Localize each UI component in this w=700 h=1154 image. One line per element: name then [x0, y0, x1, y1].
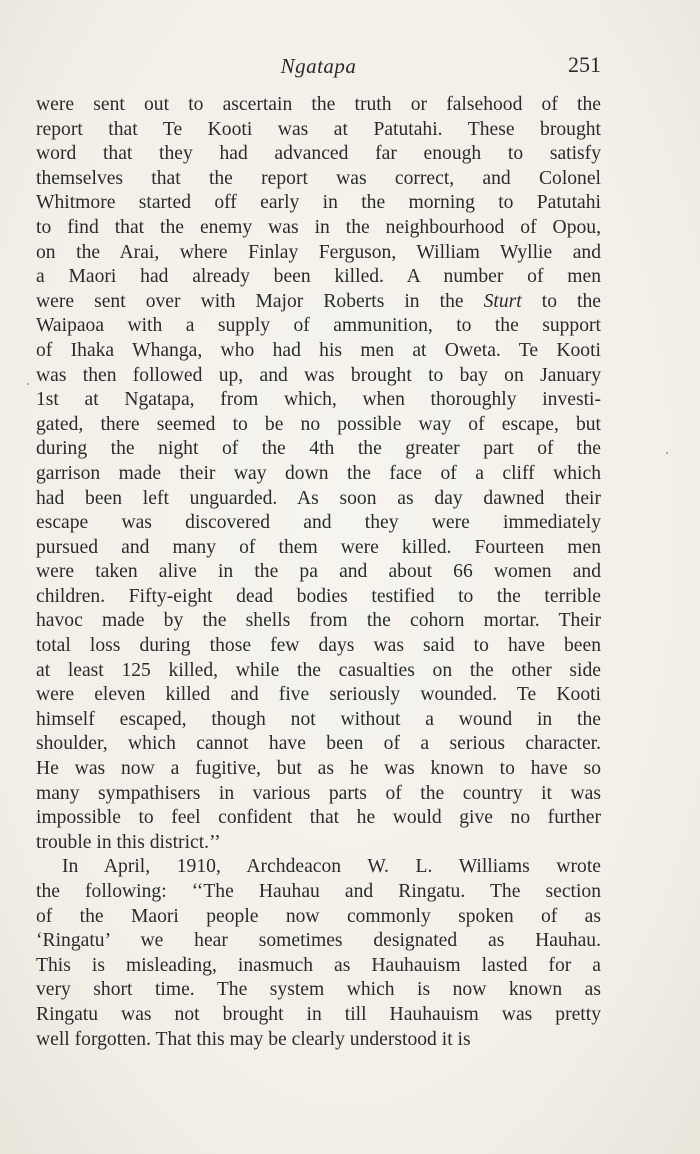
- line-text: were eleven killed and five seriously wounded. Te Kooti: [36, 684, 601, 706]
- line-text: ‘Ringatu’ we hear sometimes designated as Hauhau.: [36, 930, 601, 952]
- text-line: [36, 782, 601, 807]
- line-text: of the Maori people now commonly spoken of as: [36, 905, 601, 927]
- line-text: gated, there seemed to be no possible way of escape, but: [36, 413, 601, 435]
- line-text: This is misleading, inasmuch as Hauhauism lasted for a: [36, 954, 601, 976]
- line-text: many sympathisers in various parts of the country it was: [36, 782, 601, 804]
- page-number: 251: [568, 52, 601, 77]
- running-title: Ngatapa: [280, 54, 357, 78]
- text-line: [36, 855, 601, 880]
- line-text: 1st at Ngatapa, from which, when thoroughly investi-: [36, 389, 601, 411]
- text-line: [36, 536, 601, 561]
- line-text: himself escaped, though not without a wound in the: [36, 708, 601, 730]
- line-text: during the night of the 4th the greater part of the: [36, 438, 601, 460]
- line-text: a Maori had already been killed. A number of men: [36, 266, 601, 288]
- line-text: were sent out to ascertain the truth or falsehood of the: [36, 94, 601, 115]
- text-line: [36, 462, 601, 487]
- text-line: [36, 437, 601, 462]
- page-speck: [27, 383, 29, 385]
- body-text: [36, 93, 601, 1052]
- text-line: [36, 290, 601, 315]
- text-line: [36, 314, 601, 339]
- line-text: shoulder, which cannot have been of a serious character.: [36, 733, 601, 755]
- line-text: escape was discovered and they were immediately: [36, 512, 601, 534]
- line-text: impossible to feel confident that he would give no further: [36, 807, 601, 829]
- text-line: [36, 142, 601, 167]
- text-line: [36, 978, 601, 1003]
- paragraph-1: [36, 93, 601, 855]
- line-text: Waipaoa with a supply of ammunition, to the support: [36, 315, 601, 337]
- line-text: were taken alive in the pa and about 66 women and: [36, 561, 601, 583]
- text-line: [36, 585, 601, 610]
- text-line: [36, 634, 601, 659]
- text-line: [36, 757, 601, 782]
- line-text: at least 125 killed, while the casualties on the other side: [36, 659, 601, 681]
- line-text: Whitmore started off early in the morning to Patutahi: [36, 192, 601, 214]
- page-speck: [666, 452, 668, 454]
- line-text: He was now a fugitive, but as he was known to have so: [36, 758, 601, 780]
- text-line: [36, 560, 601, 585]
- text-line: [36, 487, 601, 512]
- text-line: [36, 1028, 601, 1053]
- text-line: [36, 1003, 601, 1028]
- line-text: well forgotten. That this may be clearly understood it is: [36, 1028, 471, 1050]
- text-line: [36, 364, 601, 389]
- text-line: [36, 806, 601, 831]
- line-text: very short time. The system which is now known as: [36, 979, 601, 1001]
- text-line: [36, 929, 601, 954]
- line-text: children. Fifty-eight dead bodies testified to the terrible: [36, 585, 601, 607]
- text-line: [36, 93, 601, 118]
- line-text: In April, 1910, Archdeacon W. L. Williams wrote: [62, 856, 601, 878]
- line-text: on the Arai, where Finlay Ferguson, William Wyllie and: [36, 241, 601, 263]
- line-text: themselves that the report was correct, and Colonel: [36, 167, 601, 189]
- text-line: [36, 954, 601, 979]
- line-text: report that Te Kooti was at Patutahi. These brought: [36, 118, 601, 140]
- line-text: trouble in this district.’’: [36, 831, 221, 853]
- text-line: [36, 905, 601, 930]
- line-text: of Ihaka Whanga, who had his men at Oweta. Te Kooti: [36, 339, 601, 361]
- line-text: to find that the enemy was in the neighbourhood of Opou,: [36, 216, 601, 238]
- line-text: had been left unguarded. As soon as day dawned their: [36, 487, 601, 509]
- line-text: havoc made by the shells from the cohorn mortar. Their: [36, 610, 601, 632]
- line-text: Ringatu was not brought in till Hauhauism was pretty: [36, 1003, 601, 1025]
- text-line: [36, 732, 601, 757]
- text-line: [36, 511, 601, 536]
- italic-text: Sturt: [483, 290, 522, 312]
- text-line: [36, 241, 601, 266]
- paragraph-2: [36, 855, 601, 1052]
- text-line: [36, 683, 601, 708]
- line-text: garrison made their way down the face of a cliff which: [36, 462, 601, 484]
- text-line: [36, 880, 601, 905]
- line-text: was then followed up, and was brought to bay on January: [36, 364, 601, 386]
- text-line: [36, 191, 601, 216]
- text-line: [36, 339, 601, 364]
- text-line: [36, 388, 601, 413]
- line-text: word that they had advanced far enough to satisfy: [36, 143, 601, 165]
- line-text: pursued and many of them were killed. Fourteen men: [36, 536, 601, 558]
- line-text-continued: to the: [521, 290, 601, 312]
- text-line: [36, 167, 601, 192]
- line-text: were sent over with Major Roberts in the: [36, 290, 484, 312]
- line-text: total loss during those few days was said to have been: [36, 635, 601, 657]
- text-line: [36, 659, 601, 684]
- text-line: [36, 118, 601, 143]
- text-line: [36, 831, 601, 856]
- text-line: [36, 216, 601, 241]
- text-line: [36, 609, 601, 634]
- page-header: [36, 52, 601, 82]
- text-line: [36, 265, 601, 290]
- line-text: the following: ‘‘The Hauhau and Ringatu. The section: [36, 881, 601, 902]
- text-line: [36, 413, 601, 438]
- text-line: [36, 708, 601, 733]
